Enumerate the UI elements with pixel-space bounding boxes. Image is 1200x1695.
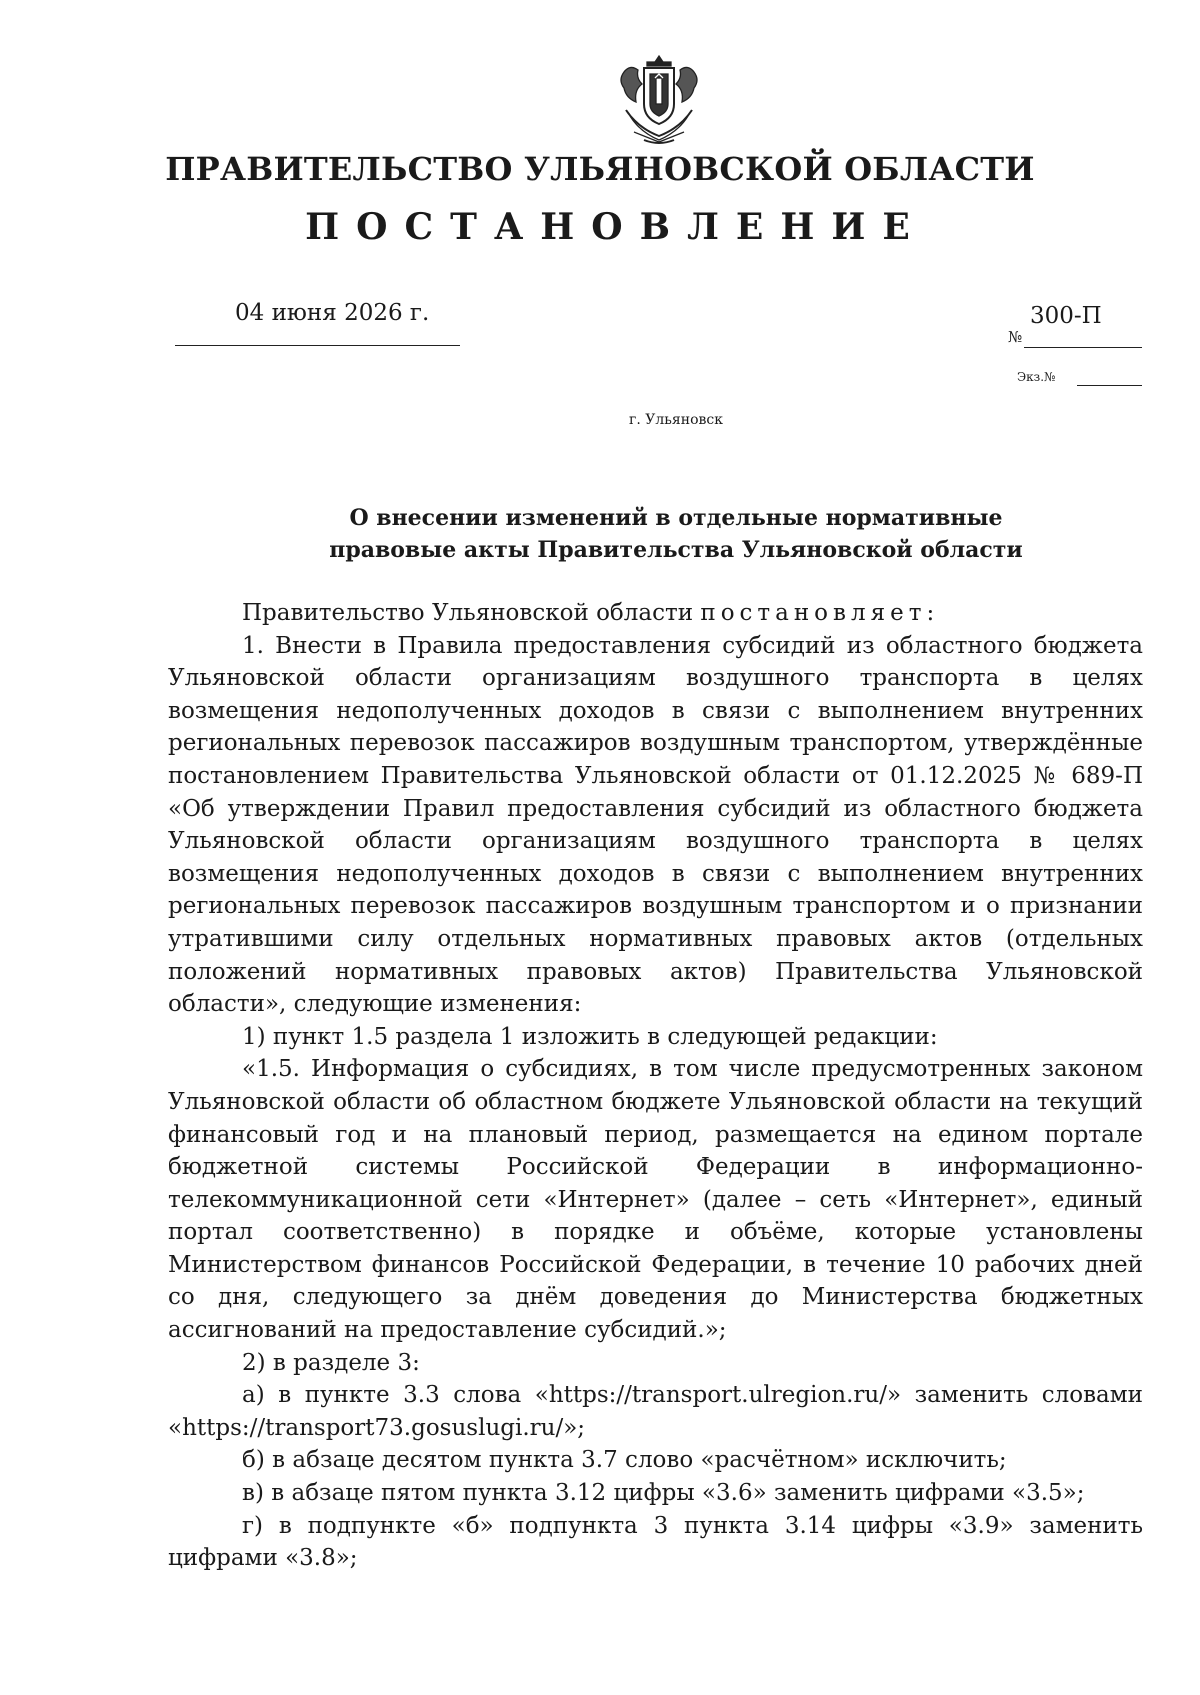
paragraph: г) в подпункте «б» подпункта 3 пункта 3.14 цифры «3.9» заменить цифрами «3.8»; (168, 1512, 1143, 1572)
document-type: ПОСТАНОВЛЕНИЕ (305, 206, 927, 248)
paragraph: в) в абзаце пятом пункта 3.12 цифры «3.6» заменить цифрами «3.5»; (242, 1480, 1085, 1507)
paragraph: 2) в разделе 3: (242, 1349, 420, 1376)
preamble (168, 597, 1143, 630)
preamble-text: Правительство Ульяновской области (242, 600, 701, 626)
preamble-verb: постановляет (700, 600, 927, 626)
copy-number-label: Экз.№ (1017, 370, 1056, 384)
paragraph: 1) пункт 1.5 раздела 1 изложить в следующей редакции: (242, 1023, 938, 1050)
coat-of-arms-emblem (614, 52, 704, 148)
number-underline (1024, 347, 1142, 348)
document-title (0, 502, 1200, 566)
document-date: 04 июня 2026 г. (235, 300, 430, 326)
title-line: О внесении изменений в отдельные нормативные (349, 505, 1003, 531)
paragraph: 1. Внести в Правила предоставления субсидий из областного бюджета Ульяновской области организациям воздушного транспорта в целях возмещения недополученных доходов в связи с выполнением внутренних региональных перевозок пассажиров воздушным транспортом, утверждённые постановлением Правительства Ульяновской области от 01.12.2025 № 689-П «Об утверждении Правил предоставления субсидий из областного бюджета Ульяновской области организациям воздушного транспорта в целях возмещения недополученных доходов в связи с выполнением внутренних региональных перевозок пассажиров воздушным транспортом и о признании утратившими силу отдельных нормативных правовых актов (отдельных положений нормативных правовых актов) Правительства Ульяновской области», следующие изменения: (168, 632, 1143, 1018)
copy-number-underline (1077, 385, 1142, 386)
paragraph: «1.5. Информация о субсидиях, в том числе предусмотренных законом Ульяновской области об областном бюджете Ульяновской области на текущий финансовый год и на плановый период, размещается на едином портале бюджетной системы Российской Федерации в информационно-телекоммуникационной сети «Интернет» (далее – сеть «Интернет», единый портал соответственно) в порядке и объёме, которые установлены Министерством финансов Российской Федерации, в течение 10 рабочих дней со дня, следующего за днём доведения до Министерства бюджетных ассигнований на предоставление субсидий.»; (168, 1056, 1143, 1344)
date-underline (175, 345, 460, 346)
number-sign: № (1008, 328, 1023, 346)
paragraph: б) в абзаце десятом пункта 3.7 слово «расчётном» исключить; (242, 1447, 1007, 1474)
preamble-colon: : (926, 600, 935, 626)
city: г. Ульяновск (629, 412, 723, 428)
paragraph: а) в пункте 3.3 слова «https://transport.ulregion.ru/» заменить словами «https://transport73.gosuslugi.ru/»; (168, 1382, 1143, 1441)
title-line: правовые акты Правительства Ульяновской области (329, 537, 1023, 563)
government-name: ПРАВИТЕЛЬСТВО УЛЬЯНОВСКОЙ ОБЛАСТИ (165, 150, 1035, 188)
document-body (168, 597, 1143, 1575)
document-number: 300-П (1030, 303, 1102, 329)
